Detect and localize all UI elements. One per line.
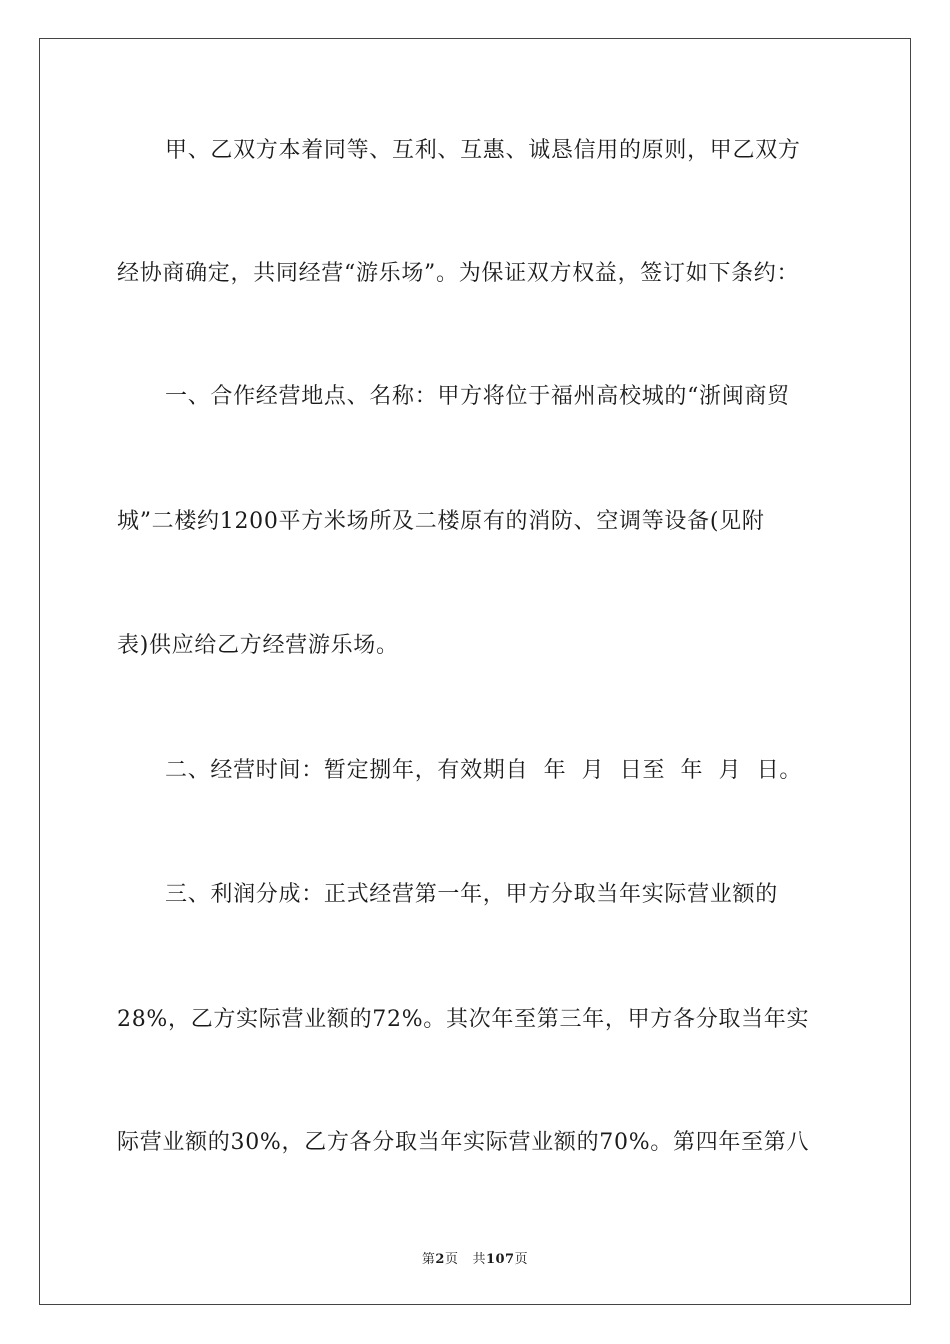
paragraph-line-3: 一、合作经营地点、名称：甲方将位于福州高校城的“浙闽商贸 xyxy=(165,384,790,409)
paragraph-line-7: 三、利润分成：正式经营第一年，甲方分取当年实际营业额的 xyxy=(165,882,778,907)
paragraph-line-9: 际营业额的30%，乙方各分取当年实际营业额的70%。第四年至第八 xyxy=(117,1130,810,1155)
footer-page-number: 2 xyxy=(435,1252,445,1267)
footer-total-prefix: 共 xyxy=(472,1252,486,1267)
page-footer xyxy=(0,1248,950,1267)
paragraph-line-2: 经协商确定，共同经营“游乐场”。为保证双方权益，签订如下条约： xyxy=(117,261,800,286)
page-border xyxy=(39,38,911,1305)
footer-page-prefix: 第 xyxy=(421,1252,436,1267)
paragraph-line-8: 28%，乙方实际营业额的72%。其次年至第三年，甲方各分取当年实 xyxy=(117,1007,810,1032)
paragraph-line-5: 表)供应给乙方经营游乐场。 xyxy=(117,633,399,658)
paragraph-line-4: 城”二楼约1200平方米场所及二楼原有的消防、空调等设备(见附 xyxy=(117,509,765,534)
footer-total-suffix: 页 xyxy=(514,1252,529,1267)
paragraph-line-1: 甲、乙双方本着同等、互利、互惠、诚恳信用的原则，甲乙双方 xyxy=(165,138,801,163)
paragraph-line-6: 二、经营时间：暂定捌年，有效期自 年 月 日至 年 月 日。 xyxy=(165,758,803,783)
footer-page-suffix: 页 xyxy=(444,1252,459,1267)
footer-total-pages: 107 xyxy=(485,1252,515,1267)
